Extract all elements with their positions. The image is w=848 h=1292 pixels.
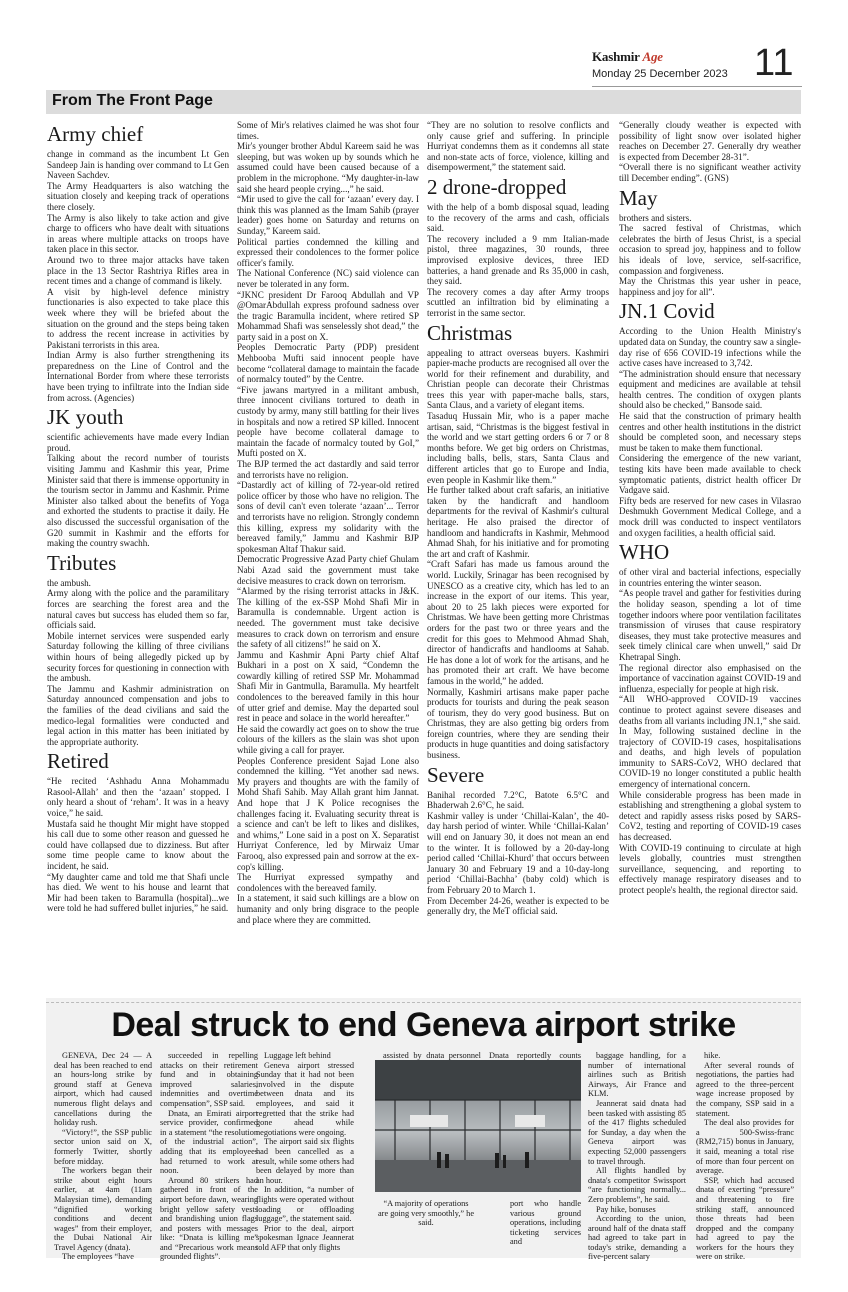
geneva-column-1 xyxy=(54,1051,152,1262)
article-headline: JK youth xyxy=(47,405,124,430)
geneva-column-2 xyxy=(160,1051,258,1262)
article-paragraph: “JKNC president Dr Farooq Abdullah and VP @OmarAbdullah express profound sadness over the tragic Baramulla incident, where retired SP Mohammad Shafi was senselessly shot dead,” the party said in a post on X. xyxy=(237,289,419,342)
article-headline: Christmas xyxy=(427,320,513,345)
column-text: The employees “have xyxy=(62,1252,134,1262)
article-paragraph: brothers and sisters. xyxy=(619,212,692,223)
article-paragraph: Kashmir valley is under ‘Chillai-Kalan’, the 40-day harsh period of winter. While ‘Chillai-Kalan’ will end on January 30, it does not mean an end to the winter. It is followed by a 20-day-long period called ‘Chillai-Khurd’ that occurs between January 30 and February 19 and a 10-day-long period ‘Chillai-Bachha’ (baby cold) which is from February 20 to March 1. xyxy=(427,810,609,895)
column-text: Dnata, an Emirati airport service provider, confirmed in a statement “the resolution of the industrial action”, adding that its employees had returned to work at noon. xyxy=(160,1108,258,1176)
section-title: From The Front Page xyxy=(52,92,213,109)
newspaper-logo: Kashmir Age xyxy=(592,49,663,64)
column-text: SSP, which had accused dnata of exerting “pressure” and threatening to fire striking staff, announced those threats had been dropped and the company had agreed to pay the workers for the hours they were on strike. xyxy=(696,1175,794,1262)
geneva-column-7 xyxy=(696,1051,794,1262)
article-column-4 xyxy=(619,120,801,896)
issue-date: Monday 25 December 2023 xyxy=(592,68,728,80)
column-text: In addition, “a number of flights were operated without loading or offloading luggage”, the statement said. xyxy=(256,1185,354,1224)
column-text: Jeannerat said dnata had been tasked with assisting 85 of the 417 flights scheduled for Sunday, a day when the Geneva airport was expecting 52,000 passengers to travel through. xyxy=(588,1098,686,1166)
article-paragraph: “As people travel and gather for festivities during the holiday season, spending a lot of time together indoors where poor ventilation facilitates transmission of viruses that cause respiratory diseases, they must take protective measures and seek timely clinical care when unwell,” said Dr Khetrapal Singh. xyxy=(619,588,801,662)
article-paragraph: Talking about the record number of tourists visiting Jammu and Kashmir this year, Prime Minister said that there is immense opportunity in the tourism sector in Jammu and Kashmir. Prime Minister also talked about the benefits of Yoga and exhorted the students to practise it daily. He also discussed the successful organisation of the G20 summit in Kashmir and the efforts for making the country swachh. xyxy=(47,453,229,549)
article-paragraph: of other viral and bacterial infections, especially in countries entering the winter season. xyxy=(619,567,801,588)
column-text: The deal also provides for a 500-Swiss-franc (RM2,715) bonus in January, it said, meaning a total rise of more than four percent on average. xyxy=(696,1118,794,1176)
article-paragraph: The recovery included a 9 mm Italian-made pistol, three magazines, 30 rounds, three improvised explosive devices, three IED batteries, a hand grenade and Rs 35,000 in cash, they said. xyxy=(427,233,609,287)
article-paragraph: The regional director also emphasised on the importance of vaccination against COVID-19 and influenza, especially for people at high risk. xyxy=(619,662,801,694)
geneva-column-5-continued: port who handle various ground operations, including ticketing services and xyxy=(510,1199,581,1247)
airport-terminal-image xyxy=(375,1060,581,1192)
article-paragraph: Tasaduq Hussain Mir, who is a paper mache artisan, said, “Christmas is the biggest festival in the world and we start getting orders 6 or 7 or 8 months before. We get big orders on Christmas, including balls, bells, stars, Santa Claus and different articles that go to Europe and India, even people in Kashmir like them.” xyxy=(427,411,609,485)
article-headline: Severe xyxy=(427,762,485,787)
article-paragraph: The National Conference (NC) said violence can never be tolerated in any form. xyxy=(237,268,419,289)
column-text: assisted by dnata personnel xyxy=(383,1051,481,1060)
article-headline: May xyxy=(619,185,658,210)
article-paragraph: Jammu and Kashmir Apni Party chief Altaf Bukhari in a post on X said, “Condemn the cowardly killing of retired SSP Mr. Mohammad Shafi Mir in Gantmulla, Baramulla. My heartfelt condolences to the bereaved family in this hour of utter grief and demise. May the departed soul rest in peace and solace in the world hereafter.” xyxy=(237,649,419,724)
article-paragraph: May the Christmas this year usher in peace, happiness and joy for all”. xyxy=(619,276,801,297)
article-paragraph: In a statement, it said such killings are a blow on humanity and only bring disgrace to the people and place where they are committed. xyxy=(237,893,419,925)
article-paragraph: Mir's younger brother Abdul Kareem said he was sleeping, but was woken up by sounds which he assumed could have been caused because of a problem in the microphone. “My daughter-in-law said she heard people crying...,” he said. xyxy=(237,141,419,194)
article-paragraph: change in command as the incumbent Lt Gen Sandeep Jain is handing over command to Lt Gen Naveen Sachdev. xyxy=(47,149,229,181)
article-headline: Army chief xyxy=(47,122,144,146)
article-paragraph: scientific achievements have made every Indian proud. xyxy=(47,432,229,453)
article-paragraph: Political parties condemned the killing and expressed their condolences to the former police officer's family. xyxy=(237,236,419,268)
article-paragraph: From December 24-26, weather is expected to be generally dry, the MeT official said. xyxy=(427,895,609,917)
article-paragraph: Some of Mir's relatives claimed he was shot four times. xyxy=(237,120,419,141)
column-text: All flights handled by dnata's competitor Swissport “are functioning normally... Zero problems”, he said. xyxy=(588,1166,686,1204)
geneva-headline: Deal struck to end Geneva airport strike xyxy=(111,1006,736,1044)
article-paragraph: Fifty beds are reserved for new cases in Vilasrao Deshmukh Government Medical College, and a mock drill was conducted to inspect ventilators and oxygen facilities, a health official said. xyxy=(619,495,801,538)
column-text: hike. xyxy=(704,1051,721,1060)
geneva-column-3 xyxy=(256,1051,354,1252)
article-paragraph: “Craft Safari has made us famous around the world. Luckily, Srinagar has been recognised by UNESCO as a creative city, which has led to an increase in the export of our items. This year, about 20 to 25 lakh pieces were exported for Christmas. We have been getting more Christmas orders for the past two or three years and the credit for this goes to Mehmood Ahmad Shah, director of handicrafts and handlooms at Sahab. He has done a lot of work for the artisans, and he has promoted their art craft. We have become famous in the world,” he added. xyxy=(427,559,609,686)
article-paragraph: Peoples Democratic Party (PDP) president Mehbooba Mufti said innocent people have become “collateral damage to maintain the facade of normalcy touted” by the Centre. xyxy=(237,342,419,385)
article-paragraph: The Hurriyat expressed sympathy and condolences with the bereaved family. xyxy=(237,872,419,893)
article-paragraph: Mustafa said he thought Mir might have stopped his call due to some other reason and guessed he could have collapsed due to dizziness. But after some time people came to know about the incident, he said. xyxy=(47,818,229,872)
article-paragraph: Army along with the police and the paramilitary forces are searching the forest area and the natural caves but success has eluded them so far, officials said. xyxy=(47,588,229,631)
article-paragraph: A visit by high-level defence ministry functionaries is also expected to take place this week where they will be briefed about the situation on the ground and the steps being taken to address the recent increase in activities by Pakistani terrorists in this area. xyxy=(47,286,229,350)
article-paragraph: He said that the construction of primary health centres and other health institutions in the district should be completed soon, and necessary steps must be taken to make them functional. xyxy=(619,411,801,453)
article-paragraph: He said the cowardly act goes on to show the true colours of the killers as the slain was shot upon while giving a call for prayer. xyxy=(237,723,419,756)
article-paragraph: Around two to three major attacks have taken place in the 13 Sector Rashtriya Rifles area in recent times and a change of command is likely. xyxy=(47,254,229,287)
section-banner xyxy=(46,90,801,114)
column-text: GENEVA, Dec 24 — A deal has been reached to end an hours-long strike by ground staff at Geneva airport, which had caused numerous flight delays and cancellations during the holiday rush. xyxy=(54,1051,152,1128)
airport-photo xyxy=(375,1060,581,1192)
photo-caption: “A majority of operations are going very smoothly,” he said. xyxy=(378,1199,475,1228)
article-paragraph: Democratic Progressive Azad Party chief Ghulam Nabi Azad said the government must take decisive measures to crack down on terrorism. xyxy=(237,554,419,586)
article-paragraph: “The administration should ensure that necessary equipment and medicines are available at tehsil health centres. The condition of oxygen plants should also be checked,” Bansode said. xyxy=(619,368,801,411)
article-paragraph: appealing to attract overseas buyers. Kashmiri papier-mache products are recognised all over the world for their refinement and durability, and Christian people can decorate their Christmas trees this year with paper-mache balls, stars, Santa Claus, and a variety of elegant items. xyxy=(427,347,609,411)
masthead xyxy=(592,42,802,86)
article-paragraph: Indian Army is also further strengthening its preparedness on the Line of Control and the International Border from where these terrorists have been trying to infiltrate into the Indian side from across. (Agencies) xyxy=(47,350,229,403)
article-headline: JN.1 Covid xyxy=(619,299,715,324)
article-headline: WHO xyxy=(619,540,670,565)
article-paragraph: “All WHO-approved COVID-19 vaccines continue to protect against severe diseases and deaths from all variants including JN.1,” she said. xyxy=(619,694,801,726)
article-paragraph: “Overall there is no significant weather activity till December ending”. (GNS) xyxy=(619,162,801,183)
article-paragraph: “He recited ‘Ashhadu Anna Mohammadu Rasool-Allah’ and then the ‘azaan’ stopped. I only heard a shout of ‘reham’. It was in a heavy voice,” he said. xyxy=(47,776,229,819)
article-headline: Tributes xyxy=(47,550,117,575)
article-paragraph: Considering the emergence of the new variant, testing kits have been made available to check symptomatic patients, district health officer Dr Vadgave said. xyxy=(619,453,801,496)
column-text: succeeded in repelling attacks on their retirement fund and in obtaining improved salaries, indemnities and overtime compensation”, SSP said. xyxy=(160,1051,258,1108)
article-paragraph: The Jammu and Kashmir administration on Saturday announced compensation and jobs to the families of the dead civilians and said the medico-legal formalities were conducted and legal action in this matter has been initiated by the appropriate authority. xyxy=(47,683,229,747)
article-paragraph: Banihal recorded 7.2°C, Batote 6.5°C and Bhaderwah 2.6°C, he said. xyxy=(427,789,609,811)
article-paragraph: “Mir used to give the call for ‘azaan’ every day. I think this was planned as the Imam Sahib (prayer leader) goes home on Saturday and returns on Sunday,” Kareem said. xyxy=(237,194,419,236)
page-number: 11 xyxy=(754,42,794,84)
article-paragraph: The recovery comes a day after Army troops scuttled an infiltration bid by eliminating a terrorist in the same sector. xyxy=(427,286,609,318)
article-paragraph: With COVID-19 continuing to circulate at high levels globally, countries must strengthen surveillance, sequencing, and reporting to effectively manage respiratory diseases and to protect people's health, the regional director said. xyxy=(619,842,801,895)
article-paragraph: Normally, Kashmiri artisans make paper pache products for tourists and during the peak season of tourism, they do very good business. But on Christmas, they are also getting big orders from foreign countries, where they are sending their products in huge quantities and doing satisfactory business. xyxy=(427,686,609,761)
story-box-divider xyxy=(46,1002,801,1003)
article-paragraph: While considerable progress has been made in establishing and strengthening a global system to detect and rapidly assess risks posed by SARS-CoV2, testing and reporting of COVID-19 cases has decreased. xyxy=(619,789,801,843)
article-column-3 xyxy=(427,120,609,917)
geneva-column-6 xyxy=(588,1051,686,1262)
article-paragraph: The Army Headquarters is also watching the situation closely and keeping track of operations there closely. xyxy=(47,180,229,212)
article-paragraph: “Alarmed by the rising terrorist attacks in J&K. The killing of the ex-SSP Mohd Shafi Mir in Baramulla is condemnable. Urgent action is needed. The government must take decisive measures to crack down on terrorism and ensure the safety of all citizens!” he said on X. xyxy=(237,586,419,650)
article-paragraph: Peoples Conference president Sajad Lone also condemned the killing. “Yet another sad news. My prayers and thoughts are with the family of Mohd Shafi Sahib. May Allah grant him Jannat. And hope that J K Police recognises the challenges facing it. Evaluating security threat is a science and can't be left to likes and dislikes, and whims,” Lone said in a post on X. Separatist Hurriyat Conference, led by Mirwaiz Umar Farooq, also expressed pain and sorrow at the ex-cop's killing. xyxy=(237,755,419,872)
article-paragraph: “Dastardly act of killing of 72-year-old retired police officer by those who have no religion. The sons of devil can't even tolerate ‘azaan’... Terror and terrorists have no religion. Strongly condemn this killing, express my solidarity with the bereaved family,” Jammu and Kashmir BJP spokesman Altaf Thakur said. xyxy=(237,480,419,554)
article-paragraph: the ambush. xyxy=(47,577,91,588)
column-text: baggage handling, for a number of international airlines such as British Airways, Air France and KLM. xyxy=(588,1051,686,1099)
column-text: Around 80 strikers had gathered in front of the airport before dawn, wearing bright yellow safety vests and brandishing union flags and posters with messages like: “Dnata is killing me” and “Precarious work means grounded flights”. xyxy=(160,1175,258,1262)
article-paragraph: “My daughter came and told me that Shafi uncle has died. We went to his house and learnt that Mir had been taken to Baramulla (hospital)...we were told he had suffered bullet injuries,” he said. xyxy=(47,871,229,914)
column-text: Dnata reportedly counts xyxy=(489,1051,581,1060)
column-text: After several rounds of negotiations, the parties had agreed to the three-percent wage increase proposed by the company, SSP said in a statement. xyxy=(696,1060,794,1118)
column-text: The airport said six flights had been cancelled as a result, while some others had been delayed by more than an hour. xyxy=(256,1137,354,1185)
article-headline: 2 drone-dropped xyxy=(427,174,567,199)
masthead-divider xyxy=(592,86,802,87)
column-text: Pay hike, bonuses xyxy=(596,1204,656,1214)
article-paragraph: The Army is also likely to take action and give charge to officers who have dealt with situations in areas where multiple attacks on troops have taken place in this sector. xyxy=(47,212,229,255)
article-paragraph: “Generally cloudy weather is expected with possibility of light snow over isolated higher reaches on December 27. Generally dry weather is expected from December 28-31”. xyxy=(619,120,801,162)
article-paragraph: He further talked about craft safaris, an initiative taken by the handicraft and handloom departments for the revival of Kashmir's cultural heritage. He also praised the director of handloom and handicrafts in Kashmir, Mehmood Ahmad Shah, for his initiative and for promoting the art and craft of Kashmir. xyxy=(427,485,609,559)
article-column-1 xyxy=(47,120,229,914)
article-paragraph: The BJP termed the act dastardly and said terror and terrorists have no religion. xyxy=(237,459,419,480)
column-text: Geneva airport stressed Sunday that it had not been involved in the dispute between dnata and its employees, and said it regretted that the strike had gone ahead while negotiations were ongoing. xyxy=(256,1060,354,1137)
article-paragraph: Mobile internet services were suspended early Saturday following the killing of three civilians within hours of being allegedly picked up by security forces for questioning in connection with the ambush. xyxy=(47,630,229,684)
article-paragraph: According to the Union Health Ministry's updated data on Sunday, the country saw a single-day rise of 656 COVID-19 infections while the active cases have increased to 3,742. xyxy=(619,326,801,369)
column-text: Prior to the deal, airport spokesman Ignace Jeannerat told AFP that only flights xyxy=(256,1223,354,1252)
column-text: “Victory!”, the SSP public sector union said on X, formerly Twitter, shortly before midday. xyxy=(54,1127,152,1166)
column-text: Luggage left behind xyxy=(264,1051,331,1060)
article-column-2 xyxy=(237,120,419,925)
column-text: According to the union, around half of the dnata staff had agreed to take part in today's strike, demanding a five-percent salary xyxy=(588,1214,686,1262)
article-paragraph: In May, following sustained decline in the trajectory of COVID-19 cases, hospitalisations and deaths, and high levels of population immunity to SARS-CoV2, WHO declared that COVID-19 no longer constituted a public health emergency of international concern. xyxy=(619,726,801,790)
article-paragraph: “They are no solution to resolve conflicts and only cause grief and suffering. In principle Hurriyat condemns them as it condemns all state and non-state acts of force, violence, killing and disempowerment,” the statement said. xyxy=(427,120,609,173)
article-paragraph: The sacred festival of Christmas, which celebrates the birth of Jesus Christ, is a special occasion to spread joy, happiness and to follow his ideals of love, service, self-sacrifice, compassion and forgiveness. xyxy=(619,223,801,276)
article-paragraph: with the help of a bomb disposal squad, leading to the recovery of the arms and cash, officials said. xyxy=(427,201,609,234)
article-headline: Retired xyxy=(47,749,109,774)
column-text: The workers began their strike about eight hours earlier, at 4am (11am Malaysian time), demanding “dignified working conditions and decent wages” from their employer, the Dubai National Air Travel Agency (dnata). xyxy=(54,1166,152,1252)
article-paragraph: “Five jawans martyred in a militant ambush, three innocent civilians tortured to death in custody by army, many still battling for their lives in hospitals and now a retired SP killed. Innocent people have become collateral damage to maintain the facade of normalcy touted by GoI,” Mufti posted on X. xyxy=(237,384,420,459)
